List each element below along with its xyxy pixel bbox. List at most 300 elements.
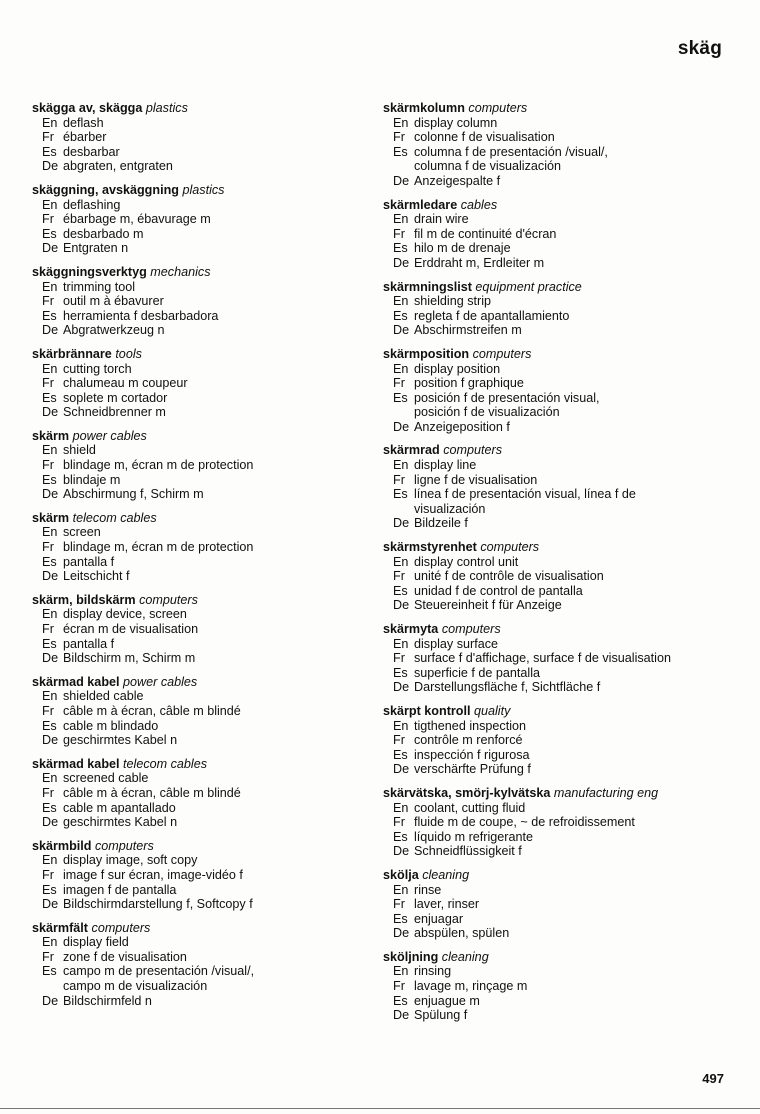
translation-text: lavage m, rinçage m xyxy=(414,979,528,994)
translation-text: display line xyxy=(414,458,477,473)
entry-term: skägga av, skägga xyxy=(32,101,143,115)
translation-text: tigthened inspection xyxy=(414,718,527,733)
entry-term: skärm xyxy=(32,428,70,443)
translation-line xyxy=(32,607,382,622)
right-column xyxy=(383,101,748,1032)
translation-line xyxy=(383,487,748,502)
entry-headword-line xyxy=(32,511,382,526)
translation-text: Schneidbrenner m xyxy=(63,405,166,420)
language-code: En xyxy=(393,964,409,979)
entry-field: telecom cables xyxy=(123,756,208,771)
translation-text: laver, rinser xyxy=(414,897,480,912)
language-code: Fr xyxy=(393,226,405,241)
entry-field: power cables xyxy=(123,674,198,689)
translation-line xyxy=(32,540,382,555)
translation-line xyxy=(32,391,382,406)
dictionary-entry xyxy=(383,622,748,695)
translation-text: Abgratwerkzeug n xyxy=(63,323,165,338)
translation-line xyxy=(32,294,382,309)
entry-headword-line xyxy=(383,704,748,719)
language-code: En xyxy=(42,771,58,786)
language-code: En xyxy=(42,853,58,868)
entry-term: skärmfält xyxy=(32,920,89,935)
translation-text: display field xyxy=(63,935,129,950)
translation-line xyxy=(32,555,382,570)
entry-field: computers xyxy=(472,346,532,361)
translation-text: Erddraht m, Erdleiter m xyxy=(414,255,545,270)
language-code: Fr xyxy=(42,376,54,391)
translation-line xyxy=(32,362,382,377)
translation-line xyxy=(32,771,382,786)
translation-text: screened cable xyxy=(63,771,149,786)
translation-line xyxy=(32,704,382,719)
translation-text: geschirmtes Kabel n xyxy=(63,733,178,748)
language-code: De xyxy=(393,680,410,695)
language-code: Es xyxy=(42,800,57,815)
language-code: Es xyxy=(42,144,57,159)
language-code: Es xyxy=(393,487,408,502)
translation-line xyxy=(383,116,748,131)
entry-term: skäggningsverktyg xyxy=(32,264,147,279)
translation-line xyxy=(383,844,748,859)
entry-headword-line xyxy=(32,183,382,198)
entry-headword-line xyxy=(32,429,382,444)
translation-text: Bildschirmdarstellung f, Softcopy f xyxy=(63,897,253,912)
entry-headword-line xyxy=(383,280,748,295)
entry-field: cleaning xyxy=(441,949,489,964)
translation-text: inspección f rigurosa xyxy=(414,747,530,762)
translation-line xyxy=(32,994,382,1009)
language-code: Fr xyxy=(393,569,405,584)
entry-term: skärmstyrenhet xyxy=(383,540,477,555)
entry-headword-line xyxy=(383,101,748,116)
language-code: De xyxy=(42,241,59,256)
entry-term: skärvätska, smörj-kylvätska xyxy=(383,785,551,800)
bottom-rule xyxy=(0,1108,760,1109)
dictionary-entry xyxy=(383,786,748,859)
translation-text: herramienta f desbarbadora xyxy=(63,308,219,323)
language-code: Fr xyxy=(393,897,405,912)
translation-line xyxy=(383,680,748,695)
language-code: Fr xyxy=(393,815,405,830)
language-code: Es xyxy=(393,911,408,926)
translation-line xyxy=(32,405,382,420)
language-code: En xyxy=(393,361,409,376)
language-code: Es xyxy=(393,308,408,323)
translation-line xyxy=(32,443,382,458)
translation-text: líquido m refrigerante xyxy=(414,829,534,844)
translation-text: imagen f de pantalla xyxy=(63,882,177,897)
entry-headword-line xyxy=(32,347,382,362)
translation-text: ébarber xyxy=(63,130,107,145)
entry-headword-line xyxy=(32,757,382,772)
translation-text: coolant, cutting fluid xyxy=(414,800,526,815)
translation-line xyxy=(32,487,382,502)
entry-headword-line xyxy=(383,786,748,801)
entry-field: computers xyxy=(468,101,528,115)
translation-text: pantalla f xyxy=(63,636,115,651)
translation-line xyxy=(383,458,748,473)
translation-text: écran m de visualisation xyxy=(63,622,199,636)
language-code: Fr xyxy=(42,703,54,718)
language-code: Es xyxy=(42,882,57,897)
translation-line xyxy=(383,145,748,160)
translation-line xyxy=(383,651,748,666)
translation-line xyxy=(32,569,382,584)
translation-continuation: posición f de visualización xyxy=(414,405,560,420)
language-code: De xyxy=(42,733,59,748)
translation-line xyxy=(32,950,382,965)
language-code: Es xyxy=(393,829,408,844)
translation-text: colonne f de visualisation xyxy=(414,130,555,145)
translation-text: cable m blindado xyxy=(63,718,159,733)
language-code: De xyxy=(42,405,59,420)
translation-line xyxy=(383,174,748,189)
translation-continuation: campo m de visualización xyxy=(63,979,208,994)
translation-text: deflash xyxy=(63,115,104,130)
translation-line xyxy=(32,868,382,883)
translation-text: pantalla f xyxy=(63,554,115,569)
translation-text: display device, screen xyxy=(63,607,187,622)
translation-line xyxy=(383,748,748,763)
language-code: Fr xyxy=(42,294,54,309)
entry-headword-line xyxy=(32,593,382,608)
translation-text: chalumeau m coupeur xyxy=(63,376,188,391)
entry-headword-line xyxy=(383,622,748,637)
translation-line xyxy=(383,256,748,271)
language-code: En xyxy=(393,458,409,473)
translation-text: outil m à ébavurer xyxy=(63,294,164,309)
translation-line xyxy=(383,926,748,941)
translation-text: câble m à écran, câble m blindé xyxy=(63,703,241,718)
language-code: De xyxy=(393,1008,410,1023)
language-code: De xyxy=(393,598,410,613)
translation-text: Anzeigeposition f xyxy=(414,419,510,434)
translation-text: surface f d'affichage, surface f de visualisation xyxy=(414,651,671,666)
dictionary-entry xyxy=(383,443,748,531)
language-code: De xyxy=(42,569,59,584)
language-code: Fr xyxy=(393,472,405,487)
language-code: De xyxy=(393,255,410,270)
dictionary-entry xyxy=(32,757,382,830)
translation-text: Steuereinheit f für Anzeige xyxy=(414,598,562,613)
language-code: De xyxy=(42,651,59,666)
entry-field: computers xyxy=(443,443,503,458)
translation-text: display column xyxy=(414,115,498,130)
entry-term: skäggning, avskäggning xyxy=(32,182,179,197)
language-code: Es xyxy=(42,964,57,979)
language-code: Fr xyxy=(42,458,54,473)
translation-line xyxy=(32,651,382,666)
language-code: Es xyxy=(393,241,408,256)
translation-text: shielded cable xyxy=(63,689,144,704)
dictionary-entry xyxy=(383,280,748,338)
language-code: Es xyxy=(393,747,408,762)
language-code: Fr xyxy=(42,622,54,636)
dictionary-entry xyxy=(32,347,382,420)
translation-line xyxy=(32,116,382,131)
entry-term: skärmrad xyxy=(383,443,440,458)
dictionary-entry xyxy=(383,950,748,1023)
translation-text: shield xyxy=(63,443,96,458)
entry-term: skärmposition xyxy=(383,346,470,361)
language-code: Es xyxy=(393,993,408,1008)
entry-field: tools xyxy=(115,346,142,361)
translation-line xyxy=(32,786,382,801)
translation-text: blindaje m xyxy=(63,472,121,487)
left-column xyxy=(32,101,382,1017)
language-code: Fr xyxy=(42,130,54,145)
translation-text: hilo m de drenaje xyxy=(414,241,511,256)
translation-text: display control unit xyxy=(414,554,519,569)
translation-line xyxy=(383,964,748,979)
entry-field: computers xyxy=(139,592,198,607)
translation-text: unidad f de control de pantalla xyxy=(414,583,583,598)
dictionary-entry xyxy=(32,265,382,338)
language-code: De xyxy=(42,815,59,830)
translation-line xyxy=(383,555,748,570)
language-code: En xyxy=(42,279,58,294)
translation-text: screen xyxy=(63,525,101,540)
language-code: Fr xyxy=(393,979,405,994)
language-code: De xyxy=(393,419,410,434)
entry-field: computers xyxy=(441,622,501,636)
entry-field: telecom cables xyxy=(72,510,157,525)
language-code: De xyxy=(393,323,410,338)
translation-text: Abschirmstreifen m xyxy=(414,323,522,338)
language-code: En xyxy=(42,935,58,950)
translation-text: fil m de continuité d'écran xyxy=(414,226,557,241)
translation-line xyxy=(383,598,748,613)
language-code: En xyxy=(42,525,58,540)
translation-line xyxy=(32,689,382,704)
entry-field: manufacturing eng xyxy=(553,785,659,800)
translation-text: zone f de visualisation xyxy=(63,949,187,964)
entry-term: skölja xyxy=(383,867,419,882)
translation-text: Anzeigespalte f xyxy=(414,173,501,188)
language-code: Es xyxy=(42,636,57,651)
language-code: Es xyxy=(393,390,408,405)
language-code: Fr xyxy=(42,540,54,555)
translation-text: regleta f de apantallamiento xyxy=(414,308,570,323)
page-number: 497 xyxy=(702,1071,724,1086)
translation-line xyxy=(32,473,382,488)
translation-line xyxy=(383,733,748,748)
entry-headword-line xyxy=(383,443,748,458)
language-code: Es xyxy=(393,144,408,159)
entry-field: quality xyxy=(473,703,511,718)
language-code: En xyxy=(393,882,409,897)
language-code: Es xyxy=(42,472,57,487)
entry-headword-line xyxy=(32,839,382,854)
translation-text: display surface xyxy=(414,636,498,651)
language-code: Fr xyxy=(42,785,54,800)
translation-line xyxy=(32,719,382,734)
translation-line xyxy=(32,622,382,637)
translation-line xyxy=(32,212,382,227)
translation-text: drain wire xyxy=(414,212,469,227)
translation-text: Schneidflüssigkeit f xyxy=(414,844,522,859)
translation-text: línea f de presentación visual, línea f de xyxy=(414,487,636,502)
entry-field: plastics xyxy=(182,182,225,197)
entry-field: mechanics xyxy=(150,264,211,279)
language-code: De xyxy=(393,516,410,531)
translation-text: columna f de presentación /visual/, xyxy=(414,144,608,159)
translation-line xyxy=(32,323,382,338)
translation-line xyxy=(383,569,748,584)
entry-term: skärm, bildskärm xyxy=(32,592,136,607)
translation-line xyxy=(32,458,382,473)
language-code: Es xyxy=(393,583,408,598)
translation-text: verschärfte Prüfung f xyxy=(414,762,531,777)
translation-line xyxy=(383,294,748,309)
translation-line xyxy=(32,309,382,324)
translation-text: position f graphique xyxy=(414,376,524,391)
translation-line xyxy=(383,516,748,531)
translation-text: Spülung f xyxy=(414,1008,468,1023)
dictionary-entry xyxy=(32,101,382,174)
translation-line xyxy=(383,130,748,145)
translation-text: campo m de presentación /visual/, xyxy=(63,964,255,979)
translation-line xyxy=(32,733,382,748)
translation-text: blindage m, écran m de protection xyxy=(63,540,254,555)
translation-text: Leitschicht f xyxy=(63,569,130,584)
language-code: En xyxy=(393,212,409,227)
translation-line xyxy=(32,853,382,868)
translation-line xyxy=(383,912,748,927)
language-code: Es xyxy=(42,718,57,733)
translation-continuation: visualización xyxy=(414,501,486,516)
dictionary-entry xyxy=(32,429,382,502)
translation-line xyxy=(32,637,382,652)
translation-text: blindage m, écran m de protection xyxy=(63,458,254,473)
translation-line xyxy=(32,159,382,174)
entry-field: cables xyxy=(460,197,498,212)
translation-line xyxy=(32,935,382,950)
translation-line xyxy=(383,637,748,652)
translation-line xyxy=(32,883,382,898)
dictionary-entry xyxy=(383,101,748,189)
translation-text: desbarbado m xyxy=(63,226,144,241)
translation-line xyxy=(383,994,748,1009)
entry-term: skärmad kabel xyxy=(32,674,120,689)
entry-field: computers xyxy=(91,920,151,935)
translation-line xyxy=(383,212,748,227)
translation-line xyxy=(32,227,382,242)
dictionary-entry xyxy=(383,868,748,941)
translation-text: cable m apantallado xyxy=(63,800,176,815)
language-code: Es xyxy=(42,390,57,405)
language-code: Es xyxy=(42,554,57,569)
translation-text: abspülen, spülen xyxy=(414,926,510,941)
translation-text: enjuagar xyxy=(414,911,464,926)
entry-headword-line xyxy=(383,868,748,883)
translation-text: trimming tool xyxy=(63,279,136,294)
translation-text: rinse xyxy=(414,882,442,897)
translation-line xyxy=(383,323,748,338)
translation-text: enjuague m xyxy=(414,993,480,1008)
language-code: De xyxy=(393,173,410,188)
translation-line xyxy=(32,897,382,912)
entry-field: cleaning xyxy=(422,867,470,882)
dictionary-entry xyxy=(383,347,748,435)
language-code: De xyxy=(393,844,410,859)
translation-text: cutting torch xyxy=(63,361,132,376)
entry-term: skärmledare xyxy=(383,197,458,212)
translation-text: deflashing xyxy=(63,197,121,212)
translation-text: image f sur écran, image-vidéo f xyxy=(63,867,243,882)
translation-line xyxy=(383,420,748,435)
translation-text: geschirmtes Kabel n xyxy=(63,815,178,830)
dictionary-entry xyxy=(32,921,382,1009)
entry-term: skärmkolumn xyxy=(383,101,465,115)
entry-headword-line xyxy=(32,921,382,936)
language-code: De xyxy=(393,762,410,777)
translation-text: display position xyxy=(414,361,501,376)
translation-text: unité f de contrôle de visualisation xyxy=(414,569,604,584)
translation-text: câble m à écran, câble m blindé xyxy=(63,785,241,800)
language-code: Fr xyxy=(393,651,405,666)
translation-line xyxy=(383,376,748,391)
language-code: En xyxy=(393,800,409,815)
language-code: Es xyxy=(42,226,57,241)
translation-text: ligne f de visualisation xyxy=(414,472,538,487)
entry-term: skärmyta xyxy=(383,622,439,636)
translation-line xyxy=(32,198,382,213)
language-code: En xyxy=(42,197,58,212)
language-code: Fr xyxy=(42,867,54,882)
translation-text: Entgraten n xyxy=(63,241,129,256)
entry-headword-line xyxy=(383,198,748,213)
translation-text: Bildschirm m, Schirm m xyxy=(63,651,196,666)
translation-line xyxy=(32,241,382,256)
translation-line xyxy=(383,979,748,994)
translation-line xyxy=(32,145,382,160)
running-head-word: skäg xyxy=(677,38,722,59)
entry-term: sköljning xyxy=(383,949,439,964)
translation-text: rinsing xyxy=(414,964,452,979)
entry-field: plastics xyxy=(145,101,188,115)
entry-field: computers xyxy=(95,838,154,853)
translation-text: ébarbage m, ébavurage m xyxy=(63,212,211,227)
translation-continuation: columna f de visualización xyxy=(414,159,562,174)
translation-text: posición f de presentación visual, xyxy=(414,390,600,405)
entry-term: skärm xyxy=(32,510,70,525)
translation-text: Bildzeile f xyxy=(414,516,468,531)
translation-line xyxy=(383,897,748,912)
entry-headword-line xyxy=(32,265,382,280)
translation-line xyxy=(383,473,748,488)
dictionary-entry xyxy=(383,540,748,613)
translation-text: Bildschirmfeld n xyxy=(63,993,152,1008)
dictionary-entry xyxy=(32,593,382,666)
translation-line xyxy=(32,964,382,979)
entry-term: skärmningslist xyxy=(383,279,472,294)
language-code: En xyxy=(42,607,58,622)
translation-line xyxy=(383,801,748,816)
translation-line xyxy=(383,883,748,898)
dictionary-entry xyxy=(383,198,748,271)
translation-text: soplete m cortador xyxy=(63,390,168,405)
translation-line xyxy=(383,762,748,777)
translation-text: superficie f de pantalla xyxy=(414,665,541,680)
translation-line xyxy=(383,815,748,830)
language-code: Fr xyxy=(393,130,405,145)
entry-headword-line xyxy=(383,347,748,362)
entry-headword-line xyxy=(32,675,382,690)
language-code: Fr xyxy=(42,212,54,227)
entry-term: skärbrännare xyxy=(32,346,112,361)
